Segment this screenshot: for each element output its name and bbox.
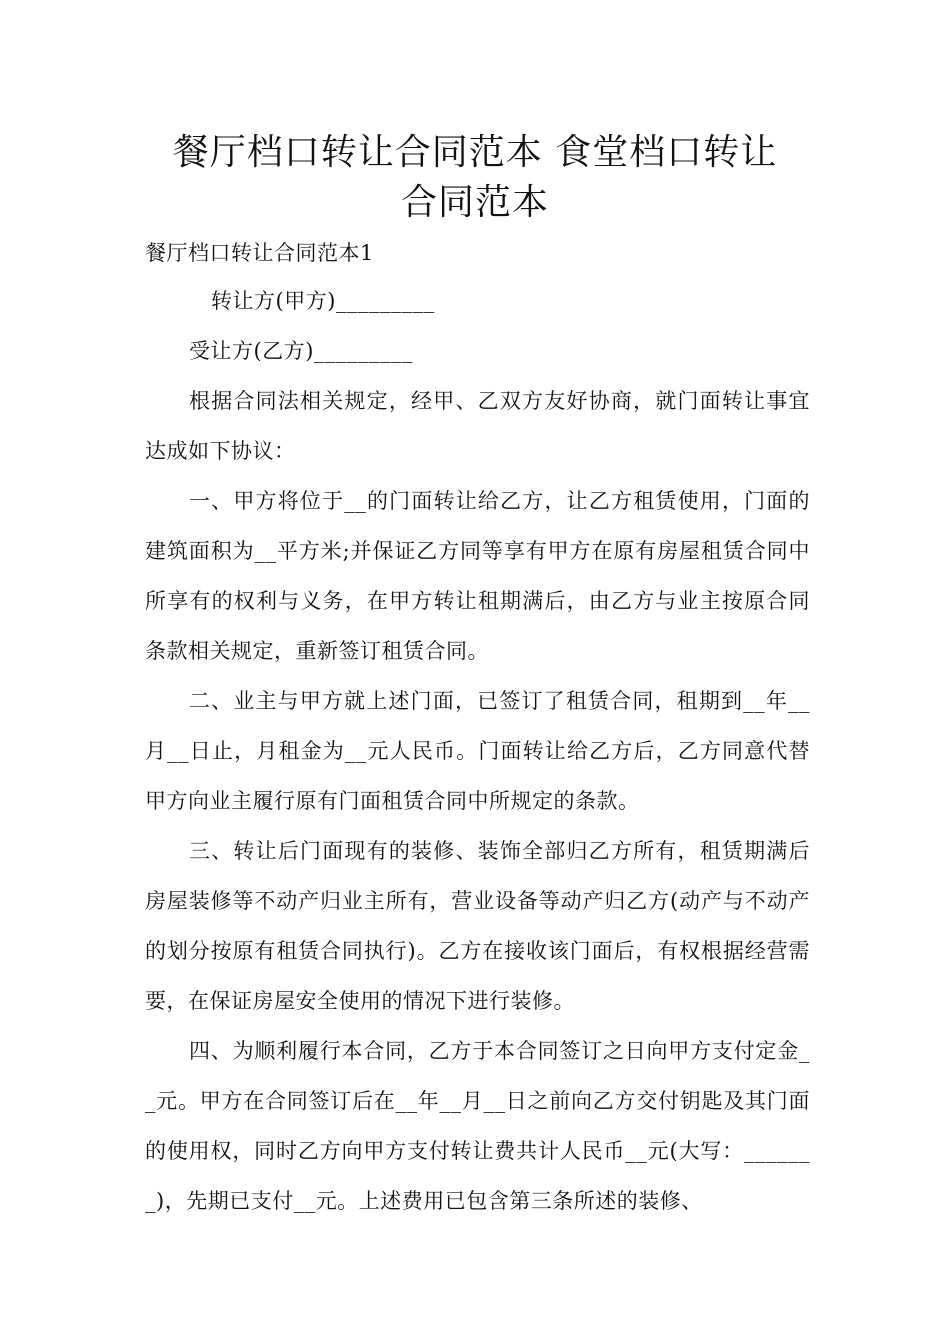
- contract-subtitle: 餐厅档口转让合同范本1: [145, 241, 374, 265]
- document-title: [120, 128, 830, 228]
- party-b-line: 受让方(乙方)_________: [189, 339, 413, 363]
- clause-3-paragraph: 三、转让后门面现有的装修、装饰全部归乙方所有，租赁期满后房屋装修等不动产归业主所有，营业设备等动产归乙方(动产与不动产的划分按原有租赁合同执行)。乙方在接收该门面后，有权根据经营需要，在保证房屋安全使用的情况下进行装修。: [145, 839, 810, 1013]
- title-line-1: 餐厅档口转让合同范本 食堂档口转让: [172, 132, 778, 173]
- party-a-line: 转让方(甲方)_________: [211, 289, 435, 313]
- clause-4-paragraph: 四、为顺利履行本合同，乙方于本合同签订之日向甲方支付定金__元。甲方在合同签订后在__年__月__日之前向乙方交付钥匙及其门面的使用权，同时乙方向甲方支付转让费共计人民币__元(大写：_______)，先期已支付__元。上述费用已包含第三条所述的装修、: [145, 1039, 810, 1213]
- clause-2-paragraph: 二、业主与甲方就上述门面，已签订了租赁合同，租期到__年__月__日止，月租金为__元人民币。门面转让给乙方后，乙方同意代替甲方向业主履行原有门面租赁合同中所规定的条款。: [145, 689, 810, 813]
- intro-paragraph: 根据合同法相关规定，经甲、乙双方友好协商，就门面转让事宜达成如下协议：: [145, 389, 810, 463]
- title-line-2: 合同范本: [400, 182, 549, 223]
- clause-1-paragraph: 一、甲方将位于__的门面转让给乙方，让乙方租赁使用，门面的建筑面积为__平方米;并保证乙方同等享有甲方在原有房屋租赁合同中所享有的权利与义务，在甲方转让租期满后，由乙方与业主按原合同条款相关规定，重新签订租赁合同。: [145, 489, 810, 663]
